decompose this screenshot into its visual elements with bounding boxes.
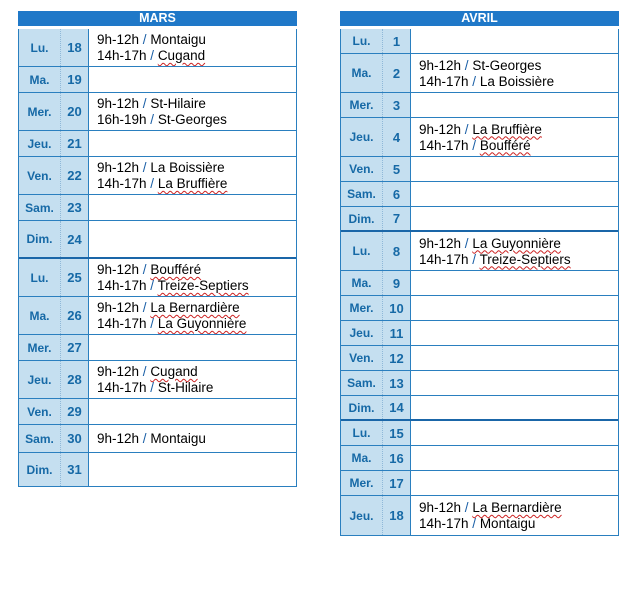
event-separator: / <box>139 300 151 315</box>
day-events <box>411 207 618 230</box>
day-events <box>89 93 296 130</box>
event-line <box>97 262 296 278</box>
day-events <box>89 157 296 194</box>
day-events <box>411 296 618 320</box>
day-number: 3 <box>383 93 411 117</box>
day-name: Ven. <box>341 157 383 181</box>
event-time: 14h-17h <box>419 137 469 153</box>
day-events <box>411 157 618 181</box>
event-separator: / <box>461 500 473 515</box>
day-number: 30 <box>61 425 89 452</box>
event-place: Boufféré <box>479 137 531 153</box>
day-row <box>341 296 618 321</box>
event-separator: / <box>139 262 151 277</box>
event-line <box>97 32 296 48</box>
day-events <box>411 54 618 92</box>
day-name: Ma. <box>19 297 61 334</box>
day-number: 24 <box>61 221 89 257</box>
day-name: Sam. <box>19 425 61 452</box>
day-number: 20 <box>61 93 89 130</box>
event-place: St-Hilaire <box>150 96 206 111</box>
day-number: 2 <box>383 54 411 92</box>
day-name: Lu. <box>341 232 383 270</box>
day-name: Lu. <box>341 421 383 445</box>
day-row <box>19 361 296 399</box>
day-events <box>89 221 296 257</box>
calendar-avril <box>340 11 619 536</box>
day-number: 6 <box>383 182 411 206</box>
day-row <box>19 297 296 335</box>
day-number: 8 <box>383 232 411 270</box>
event-time: 9h-12h <box>97 262 140 277</box>
day-row <box>341 182 618 207</box>
day-row <box>341 346 618 371</box>
event-separator: / <box>461 121 473 137</box>
day-events <box>411 496 618 535</box>
day-events <box>411 321 618 345</box>
event-time: 9h-12h <box>97 32 140 47</box>
day-name: Dim. <box>19 221 61 257</box>
event-separator: / <box>139 32 151 47</box>
day-number: 18 <box>383 496 411 535</box>
day-name: Mer. <box>341 296 383 320</box>
event-place: La Boissière <box>150 160 225 175</box>
day-name: Jeu. <box>19 131 61 156</box>
event-time: 14h-17h <box>97 48 147 63</box>
day-name: Dim. <box>19 453 61 486</box>
day-row <box>341 29 618 54</box>
day-row <box>19 399 296 425</box>
day-number: 5 <box>383 157 411 181</box>
event-place: Boufféré <box>150 262 202 277</box>
calendar-body <box>340 29 619 536</box>
event-place: St-Georges <box>157 112 227 127</box>
event-time: 14h-17h <box>97 316 147 331</box>
day-row <box>19 93 296 131</box>
day-row <box>19 131 296 157</box>
day-row <box>19 221 296 259</box>
event-separator: / <box>468 73 480 89</box>
day-name: Dim. <box>341 207 383 230</box>
event-place: Montaigu <box>150 32 206 47</box>
event-separator: / <box>468 251 480 267</box>
day-name: Ma. <box>341 271 383 295</box>
event-separator: / <box>146 112 158 127</box>
event-line <box>419 58 618 74</box>
day-row <box>341 496 618 535</box>
event-place: Cugand <box>157 48 206 63</box>
day-events <box>411 421 618 445</box>
event-place: La Bruffière <box>157 176 228 191</box>
day-row <box>341 54 618 93</box>
event-time: 9h-12h <box>97 96 140 111</box>
day-name: Jeu. <box>341 321 383 345</box>
day-row <box>341 471 618 496</box>
day-name: Mer. <box>341 93 383 117</box>
day-name: Sam. <box>341 182 383 206</box>
day-events <box>411 446 618 470</box>
day-name: Dim. <box>341 396 383 419</box>
day-name: Sam. <box>19 195 61 220</box>
day-number: 25 <box>61 259 89 296</box>
event-separator: / <box>146 48 158 63</box>
event-line <box>97 160 296 176</box>
event-separator: / <box>139 364 151 379</box>
month-header: AVRIL <box>340 11 619 26</box>
event-place: La Guyonnière <box>472 235 561 251</box>
event-place: St-Georges <box>472 57 542 73</box>
event-separator: / <box>461 235 473 251</box>
day-row <box>341 118 618 157</box>
day-number: 23 <box>61 195 89 220</box>
event-separator: / <box>468 137 480 153</box>
event-line <box>97 300 296 316</box>
event-line <box>419 236 618 252</box>
day-number: 14 <box>383 396 411 419</box>
event-separator: / <box>146 380 158 395</box>
day-row <box>341 446 618 471</box>
event-line <box>419 516 618 532</box>
day-events <box>89 425 296 452</box>
event-separator: / <box>146 316 158 331</box>
event-line <box>97 48 296 64</box>
event-line <box>97 278 296 294</box>
day-row <box>341 93 618 118</box>
day-row <box>341 157 618 182</box>
day-name: Sam. <box>341 371 383 395</box>
day-events <box>89 195 296 220</box>
day-name: Lu. <box>341 29 383 53</box>
day-row <box>341 396 618 421</box>
day-events <box>411 346 618 370</box>
day-name: Mer. <box>19 93 61 130</box>
day-name: Jeu. <box>341 118 383 156</box>
day-events <box>89 453 296 486</box>
day-events <box>89 361 296 398</box>
day-row <box>19 259 296 297</box>
day-number: 12 <box>383 346 411 370</box>
event-line <box>419 500 618 516</box>
day-name: Mer. <box>341 471 383 495</box>
event-time: 14h-17h <box>419 516 469 531</box>
event-time: 14h-17h <box>419 251 469 267</box>
event-place: Treize-Septiers <box>157 278 249 293</box>
calendar-mars <box>18 11 297 487</box>
event-line <box>97 380 296 396</box>
day-events <box>89 259 296 296</box>
day-name: Ma. <box>19 67 61 92</box>
event-line <box>97 431 296 447</box>
day-number: 17 <box>383 471 411 495</box>
event-time: 9h-12h <box>97 300 140 315</box>
event-place: Cugand <box>150 364 198 379</box>
day-events <box>89 131 296 156</box>
day-name: Jeu. <box>341 496 383 535</box>
event-line <box>419 252 618 268</box>
day-events <box>411 271 618 295</box>
event-time: 9h-12h <box>419 121 462 137</box>
day-row <box>19 157 296 195</box>
event-time: 9h-12h <box>419 235 462 251</box>
day-name: Ven. <box>19 399 61 424</box>
day-name: Lu. <box>19 29 61 66</box>
event-place: La Guyonnière <box>157 316 247 331</box>
event-line <box>97 112 296 128</box>
event-time: 9h-12h <box>97 431 140 446</box>
event-line <box>419 122 618 138</box>
event-place: La Bernardière <box>150 300 240 315</box>
day-number: 16 <box>383 446 411 470</box>
calendar-body <box>18 29 297 487</box>
event-place: Montaigu <box>479 516 536 531</box>
day-row <box>19 67 296 93</box>
day-name: Ven. <box>341 346 383 370</box>
day-row <box>19 29 296 67</box>
day-number: 1 <box>383 29 411 53</box>
event-time: 14h-17h <box>97 278 147 293</box>
event-place: La Bruffière <box>472 121 542 137</box>
day-number: 10 <box>383 296 411 320</box>
day-name: Mer. <box>19 335 61 360</box>
day-number: 18 <box>61 29 89 66</box>
day-row <box>341 207 618 232</box>
day-name: Ven. <box>19 157 61 194</box>
day-events <box>89 29 296 66</box>
day-name: Ma. <box>341 446 383 470</box>
day-row <box>19 195 296 221</box>
event-separator: / <box>139 431 151 446</box>
day-row <box>341 421 618 446</box>
event-separator: / <box>146 176 158 191</box>
day-name: Ma. <box>341 54 383 92</box>
day-row <box>341 371 618 396</box>
day-events <box>89 335 296 360</box>
day-row <box>19 335 296 361</box>
day-events <box>411 396 618 419</box>
event-time: 14h-17h <box>97 176 147 191</box>
day-number: 29 <box>61 399 89 424</box>
day-number: 15 <box>383 421 411 445</box>
event-place: Montaigu <box>150 431 206 446</box>
day-number: 7 <box>383 207 411 230</box>
day-events <box>89 67 296 92</box>
event-separator: / <box>468 516 480 531</box>
event-separator: / <box>139 160 151 175</box>
event-time: 9h-12h <box>419 500 462 515</box>
event-time: 9h-12h <box>97 364 140 379</box>
month-header: MARS <box>18 11 297 26</box>
day-number: 4 <box>383 118 411 156</box>
event-time: 14h-17h <box>97 380 147 395</box>
day-number: 21 <box>61 131 89 156</box>
day-number: 9 <box>383 271 411 295</box>
event-separator: / <box>146 278 158 293</box>
day-row <box>341 321 618 346</box>
day-number: 11 <box>383 321 411 345</box>
event-place: La Boissière <box>479 73 555 89</box>
day-number: 27 <box>61 335 89 360</box>
event-line <box>97 96 296 112</box>
day-events <box>411 471 618 495</box>
event-line <box>97 176 296 192</box>
event-line <box>97 364 296 380</box>
day-events <box>411 93 618 117</box>
day-number: 31 <box>61 453 89 486</box>
day-events <box>411 182 618 206</box>
event-time: 9h-12h <box>97 160 140 175</box>
day-row <box>341 232 618 271</box>
event-place: La Bernardière <box>472 500 562 515</box>
day-events <box>411 371 618 395</box>
event-line <box>419 138 618 154</box>
day-number: 22 <box>61 157 89 194</box>
day-number: 13 <box>383 371 411 395</box>
event-time: 9h-12h <box>419 57 462 73</box>
day-events <box>411 29 618 53</box>
event-place: Treize-Septiers <box>479 251 571 267</box>
day-number: 19 <box>61 67 89 92</box>
day-name: Lu. <box>19 259 61 296</box>
event-line <box>97 316 296 332</box>
event-line <box>419 74 618 90</box>
event-place: St-Hilaire <box>157 380 214 395</box>
day-row <box>19 425 296 453</box>
day-row <box>19 453 296 486</box>
day-events <box>89 297 296 334</box>
day-number: 28 <box>61 361 89 398</box>
event-time: 16h-19h <box>97 112 147 127</box>
day-number: 26 <box>61 297 89 334</box>
day-row <box>341 271 618 296</box>
event-separator: / <box>461 57 473 73</box>
day-events <box>89 399 296 424</box>
event-time: 14h-17h <box>419 73 469 89</box>
day-events <box>411 118 618 156</box>
event-separator: / <box>139 96 151 111</box>
day-name: Jeu. <box>19 361 61 398</box>
day-events <box>411 232 618 270</box>
